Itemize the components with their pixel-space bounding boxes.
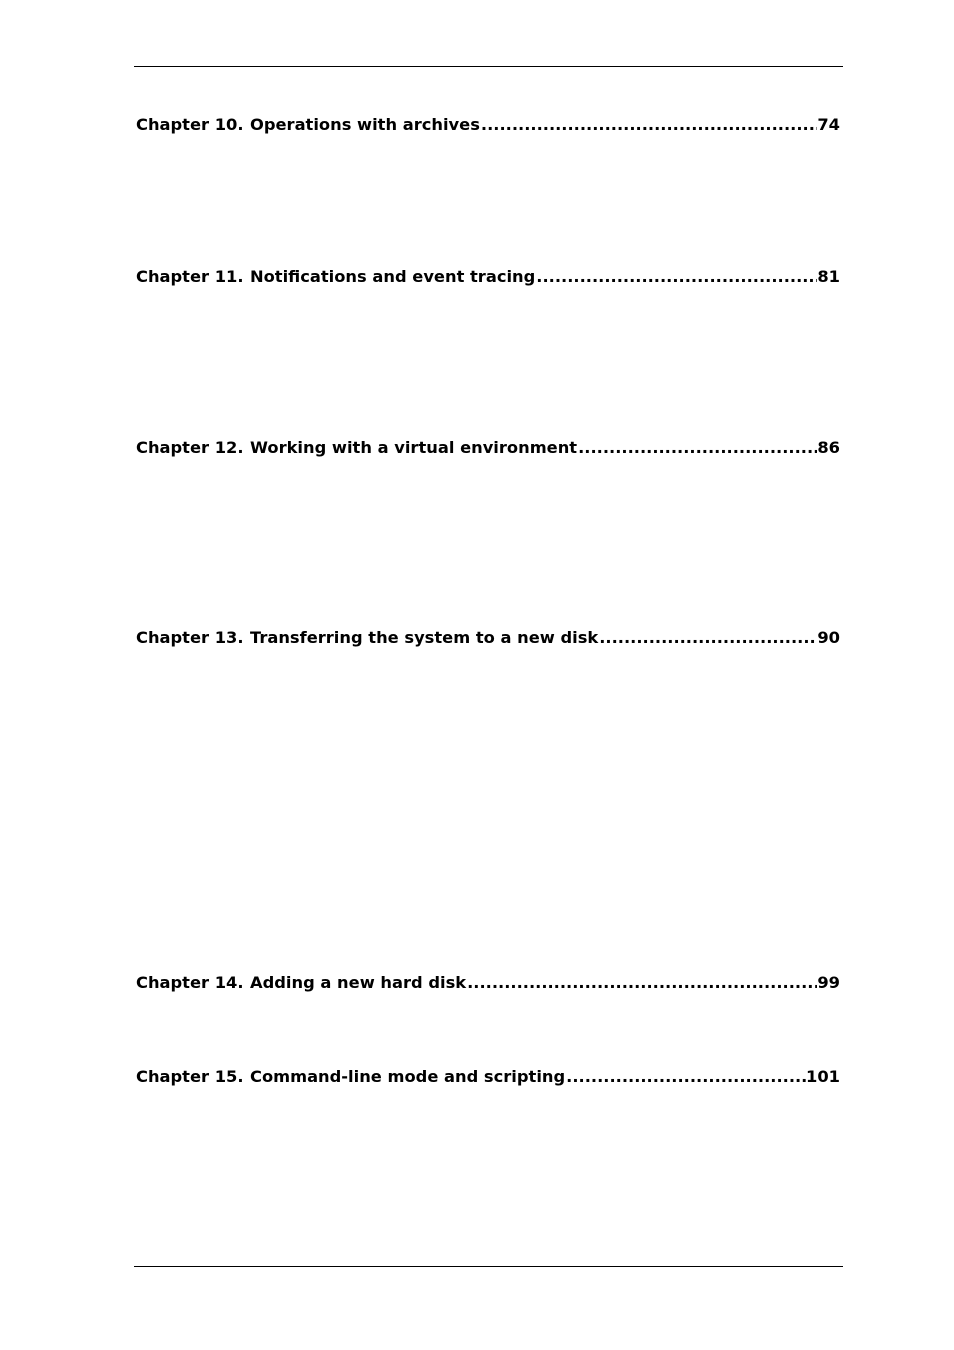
toc-chapter-number: Chapter 10. bbox=[136, 115, 244, 134]
header-rule bbox=[134, 66, 843, 67]
toc-entry-chapter-10[interactable] bbox=[136, 114, 840, 136]
toc-dot-leader bbox=[466, 972, 817, 994]
toc-chapter-title: Notifications and event tracing bbox=[250, 267, 536, 286]
toc-page-number: 74 bbox=[817, 115, 840, 134]
toc-entry-chapter-14[interactable] bbox=[136, 972, 840, 994]
toc-entry-chapter-12[interactable] bbox=[136, 437, 840, 459]
toc-dot-leader bbox=[577, 437, 817, 459]
toc-page-number: 101 bbox=[806, 1067, 840, 1086]
toc-entry-chapter-13[interactable] bbox=[136, 627, 840, 649]
toc-page-number: 81 bbox=[817, 267, 840, 286]
toc-entry-chapter-15[interactable] bbox=[136, 1066, 840, 1088]
toc-entry-chapter-11[interactable] bbox=[136, 266, 840, 288]
toc-dot-leader bbox=[480, 114, 817, 136]
toc-page-number: 90 bbox=[817, 628, 840, 647]
toc-chapter-number: Chapter 15. bbox=[136, 1067, 244, 1086]
toc-chapter-number: Chapter 12. bbox=[136, 438, 244, 457]
toc-chapter-number: Chapter 11. bbox=[136, 267, 244, 286]
toc-page-number: 99 bbox=[817, 973, 840, 992]
toc-chapter-title: Operations with archives bbox=[250, 115, 480, 134]
toc-chapter-title: Working with a virtual environment bbox=[250, 438, 578, 457]
toc-dot-leader bbox=[598, 627, 817, 649]
toc-chapter-title: Command-line mode and scripting bbox=[250, 1067, 566, 1086]
toc-dot-leader bbox=[535, 266, 817, 288]
toc-page-number: 86 bbox=[817, 438, 840, 457]
toc-dot-leader bbox=[565, 1066, 806, 1088]
toc-chapter-number: Chapter 14. bbox=[136, 973, 244, 992]
toc-chapter-number: Chapter 13. bbox=[136, 628, 244, 647]
footer-rule bbox=[134, 1266, 843, 1267]
toc-chapter-title: Adding a new hard disk bbox=[250, 973, 467, 992]
toc-chapter-title: Transferring the system to a new disk bbox=[250, 628, 599, 647]
